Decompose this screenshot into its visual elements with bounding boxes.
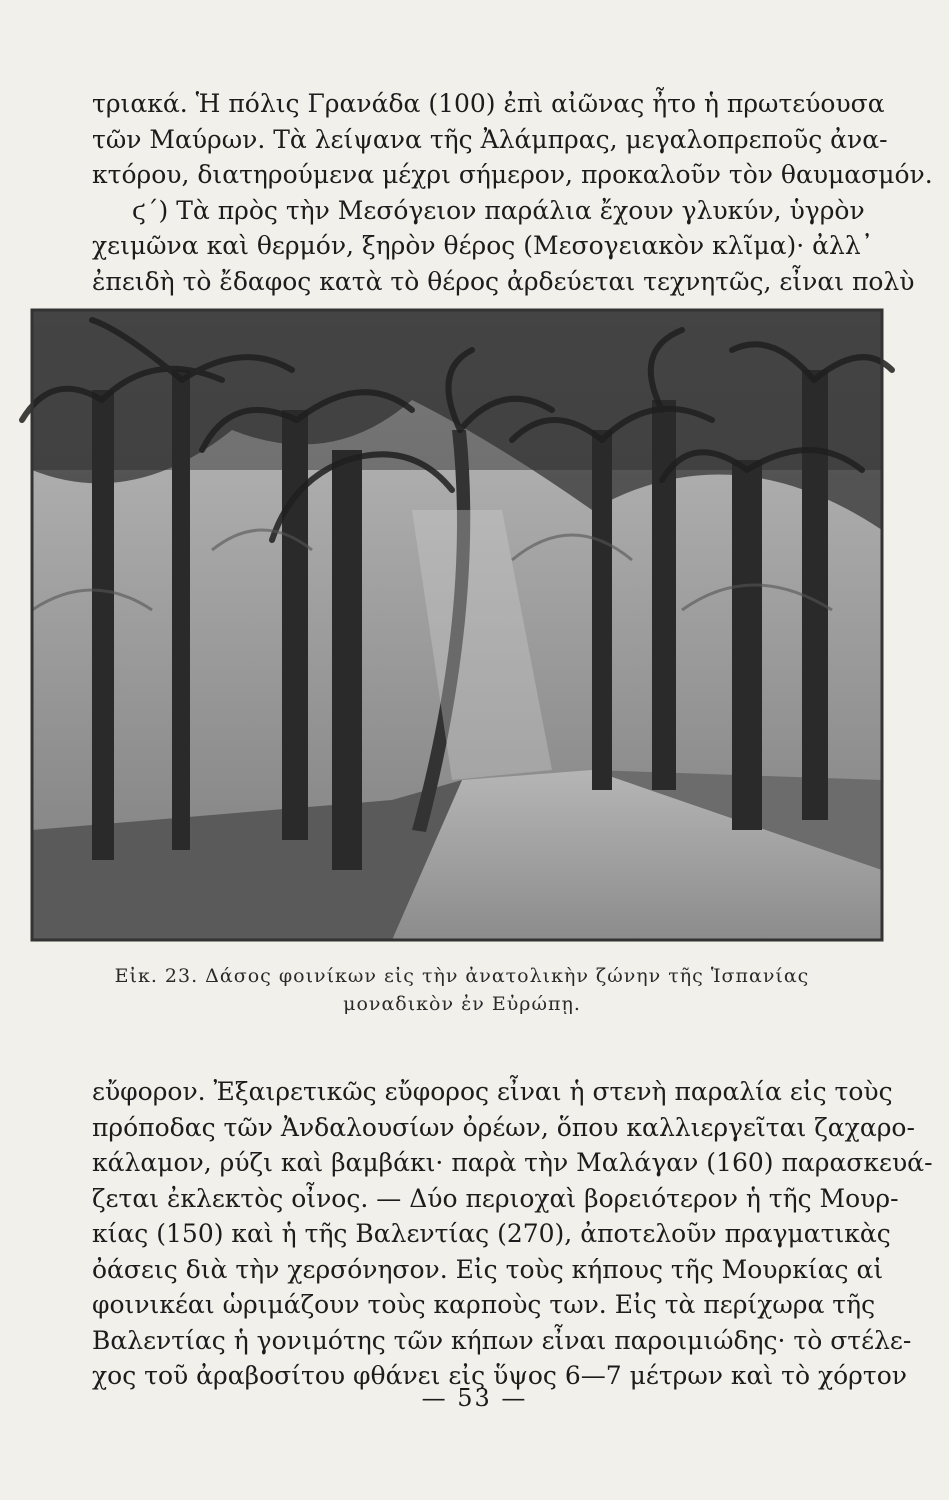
text-line: ζεται ἐκλεκτὸς οἶνος. — Δύο περιοχαὶ βορειότερον ἡ τῆς Μουρ- <box>92 1183 899 1213</box>
text-line: τῶν Μαύρων. Τὰ λείψανα τῆς Ἀλάμπρας, μεγαλοπρεποῦς ἀνα- <box>92 124 888 154</box>
text-line: χος τοῦ ἀραβοσίτου φθάνει εἰς ὕψος 6—7 μέτρων καὶ τὸ χόρτον <box>92 1361 907 1390</box>
palm-forest-photo <box>32 310 882 940</box>
text-line: τριακά. Ἡ πόλις Γρανάδα (100) ἐπὶ αἰῶνας ἦτο ἡ πρωτεύουσα <box>92 89 885 118</box>
text-line: φοινικέαι ὡριμάζουν τοὺς καρποὺς των. Εἰς τὰ περίχωρα τῆς <box>92 1290 876 1319</box>
text-line: κτόρου, διατηρούμενα μέχρι σήμερον, προκαλοῦν τὸν θαυμασμόν. <box>92 160 933 189</box>
text-line: κάλαμον, ρύζι καὶ βαμβάκι· παρὰ τὴν Μαλάγαν (160) παρασκευά- <box>92 1148 933 1177</box>
text-line: ϛ΄) Τὰ πρὸς τὴν Μεσόγειον παράλια ἔχουν γλυκύν, ὑγρὸν <box>132 195 865 225</box>
text-line: πρόποδας τῶν Ἀνδαλουσίων ὀρέων, ὅπου καλλιεργεῖται ζαχαρο- <box>92 1112 915 1142</box>
text-line: κίας (150) καὶ ἡ τῆς Βαλεντίας (270), ἀποτελοῦν πραγματικὰς <box>92 1219 891 1248</box>
text-line: εὔφορον. Ἐξαιρετικῶς εὔφορος εἶναι ἡ στενὴ παραλία εἰς τοὺς <box>92 1077 893 1106</box>
caption-line: Εἰκ. 23. Δάσος φοινίκων εἰς τὴν ἀνατολικὴν ζώνην τῆς Ἱσπανίας <box>114 965 810 987</box>
text-line: χειμῶνα καὶ θερμόν, ξηρὸν θέρος (Μεσογειακὸν κλῖμα)· ἀλλ᾽ <box>92 231 874 260</box>
bottom-paragraph <box>92 1074 933 1394</box>
top-paragraph <box>92 86 933 299</box>
text-line: Βαλεντίας ἡ γονιμότης τῶν κήπων εἶναι παροιμιώδης· τὸ στέλε- <box>92 1325 912 1355</box>
text-line: ὀάσεις διὰ τὴν χερσόνησον. Εἰς τοὺς κήπους τῆς Μουρκίας αἱ <box>92 1254 884 1284</box>
figure-caption <box>102 962 822 1018</box>
caption-line: μοναδικὸν ἐν Εὐρώπῃ. <box>343 993 581 1015</box>
page-number: — 53 — <box>421 1384 528 1412</box>
text-line: ἐπειδὴ τὸ ἔδαφος κατὰ τὸ θέρος ἀρδεύεται τεχνητῶς, εἶναι πολὺ <box>92 266 915 296</box>
